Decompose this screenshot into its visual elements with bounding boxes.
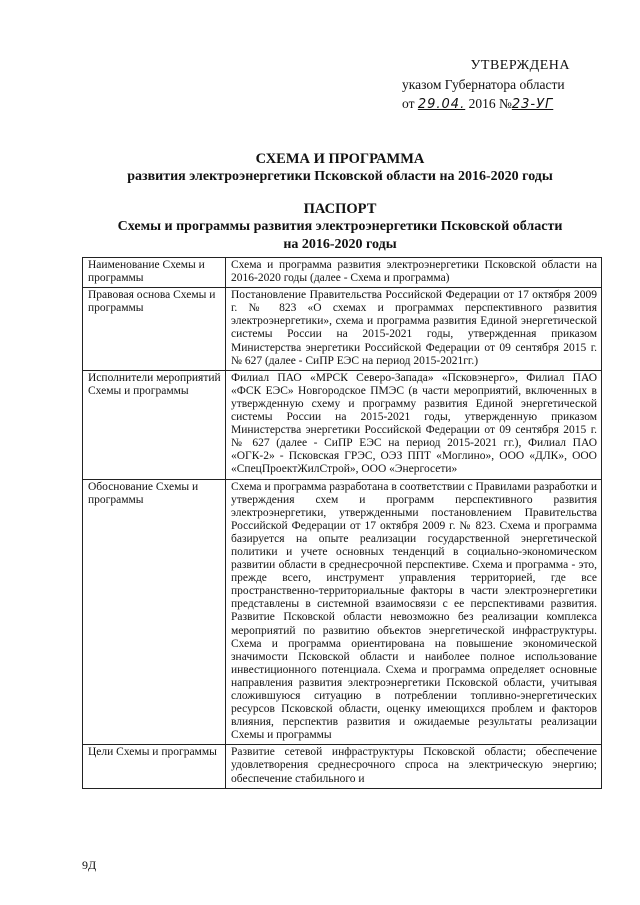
- date-prefix: от: [402, 96, 415, 111]
- approval-stamp: [402, 56, 622, 114]
- row-name-cell: Наименование Схемы и программы: [83, 258, 226, 288]
- scheme-title-line1: СХЕМА И ПРОГРАММА: [255, 151, 425, 167]
- row-value-cell: Схема и программа разработана в соответствии с Правилами разработки и утверждения схем и программ перспективного развития электроэнергетики, утвержденными постановлением Правительства Российской Федерации от 17 октября 2009 г. № 823. Схема и программа базируется на опыте реализации государственной энергетической политики и учете основных тенденций в социально-экономическом развитии области в среднесрочной перспективе. Схема и программа - это, прежде всего, инструмент управления территорией, где все пространственно-территориальные факторы в части электроэнергетики представлены в системной взаимосвязи с ее перспективами развития. Развитие Псковской области невозможно без реализации комплекса мероприятий по развитию объектов энергетической инфраструктуры. Схема и программа ориентирована на повышение экономической значимости Псковской области и наиболее полное использование инвестиционного потенциала. Схема и программа определяет основные направления развития электроэнергетики Псковской области, учитывая сложившуюся ситуацию в потреблении топливно-энергетических ресурсов Псковской области, оценку имеющихся проблем и факторов влияния, перспектив развития и ожидаемые результаты реализации Схемы и программы: [226, 479, 602, 745]
- passport-title-line2: Схемы и программы развития электроэнергетики Псковской области: [117, 219, 563, 234]
- table-row: [83, 745, 602, 788]
- approval-decree-line: указом Губернатора области: [402, 77, 565, 92]
- passport-title-line1: ПАСПОРТ: [303, 201, 377, 217]
- table-row: [83, 479, 602, 745]
- row-name-cell: Обоснование Схемы и программы: [83, 479, 226, 745]
- approval-date-line: [402, 94, 622, 114]
- row-value-cell: Филиал ПАО «МРСК Северо-Запада» «Псковэнерго», Филиал ПАО «ФСК ЕЭС» Новгородское ПМЭС (в части мероприятий, включенных в утвержденную схему и программу развития Единой энергетической системы России на 2015-2021 годы, утвержденную приказом Министерства энергетики Российской Федерации от 09 сентября 2015 г. № 627 (далее - СиПР ЕЭС на период 2015-2021 гг.), Филиал ПАО «ОГК-2» - Псковская ГРЭС, ОЭЗ ППТ «Моглино», ООО «ДЛК», ООО «СпецПроектЖилСтрой», ООО «Энергосети»: [226, 370, 602, 479]
- passport-title: [60, 200, 620, 254]
- passport-table: [82, 257, 602, 789]
- approval-title: УТВЕРЖДЕНА: [470, 58, 570, 73]
- table-row: [83, 370, 602, 479]
- number-prefix: №: [498, 96, 512, 111]
- row-value-cell: Постановление Правительства Российской Федерации от 17 октября 2009 г. № 823 «О схемах и программах перспективного развития электроэнергетики», схема и программа развития Единой энергетической системы России на 2015-2021 годы, утвержденная приказом Министерства энергетики Российской Федерации от 09 сентября 2015 г. № 627 (далее - СиПР ЕЭС на период 2015-2021гг.): [226, 288, 602, 371]
- date-year: 2016: [468, 96, 496, 111]
- table-row: [83, 258, 602, 288]
- handwritten-date: 29.04.: [417, 97, 466, 112]
- passport-title-line3: на 2016-2020 годы: [283, 237, 397, 252]
- row-name-cell: Исполнители мероприятий Схемы и программы: [83, 370, 226, 479]
- row-value-cell: Развитие сетевой инфраструктуры Псковской области; обеспечение удовлетворения среднесрочного спроса на электрическую энергию; обеспечение стабильного и: [226, 745, 602, 788]
- row-name-cell: Правовая основа Схемы и программы: [83, 288, 226, 371]
- scheme-title-line2: развития электроэнергетики Псковской области на 2016-2020 годы: [127, 169, 553, 184]
- table-row: [83, 288, 602, 371]
- row-name-cell: Цели Схемы и программы: [83, 745, 226, 788]
- page-number: 9Д: [82, 858, 97, 872]
- handwritten-number: 23-УГ: [511, 97, 554, 112]
- row-value-cell: Схема и программа развития электроэнергетики Псковской области на 2016-2020 годы (далее - Схема и программа): [226, 258, 602, 288]
- scheme-title: [60, 150, 620, 186]
